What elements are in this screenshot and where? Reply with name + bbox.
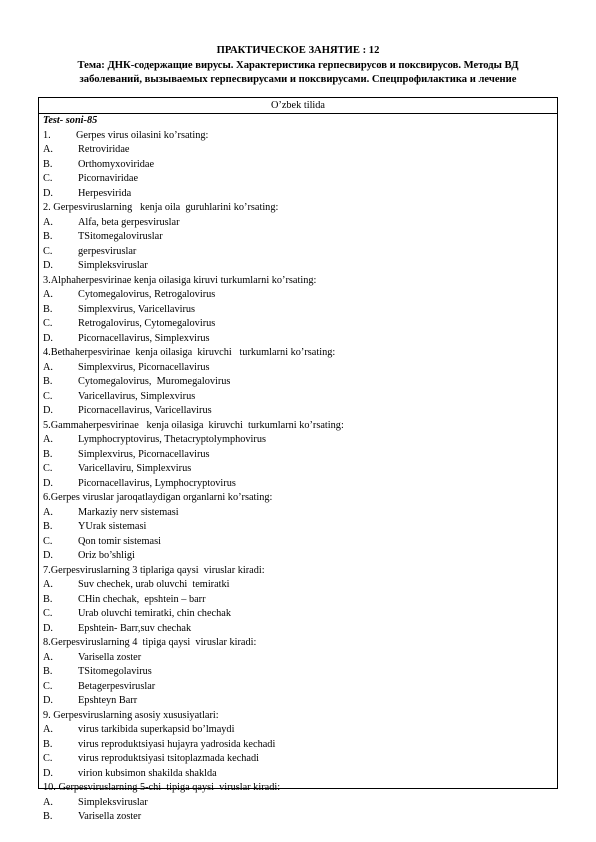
page-title: ПРАКТИЧЕСКОЕ ЗАНЯТИЕ : 12	[216, 45, 380, 56]
option	[43, 230, 557, 245]
option	[43, 752, 557, 767]
option	[43, 738, 557, 753]
option-text: Oriz bo’shligi	[78, 550, 135, 561]
option-letter: C.	[43, 173, 53, 184]
option-letter: A.	[43, 651, 54, 663]
option-text: Cytomegalovirus, Retrogalovirus	[78, 289, 216, 300]
option-text: Simpleksviruslar	[78, 796, 148, 808]
test-table	[38, 97, 558, 822]
option	[43, 390, 557, 405]
option-text: Varisella zoster	[78, 651, 142, 663]
option	[43, 172, 557, 187]
question-9: 9. Gerpesviruslarning asosiy xususiyatlari:	[43, 709, 219, 721]
question-number: 1.	[43, 129, 51, 141]
option-text: Epshtein- Barr,suv chechak	[78, 622, 192, 634]
option	[43, 723, 557, 738]
question-2: 2. Gerpesviruslarning kenja oila guruhlarini ko’rsating:	[43, 202, 279, 213]
option	[43, 680, 557, 695]
option-text: Retroviridae	[78, 144, 130, 155]
question-7: 7.Gerpesviruslarning 3 tiplariga qaysi viruslar kiradi:	[43, 564, 265, 576]
option-text: Markaziy nerv sistemasi	[78, 506, 179, 518]
option-text: virus reproduktsiyasi tsitoplazmada kechadi	[78, 753, 260, 764]
option-letter: C.	[43, 680, 53, 692]
option-text: YUrak sistemasi	[78, 521, 147, 532]
option-text: TSitomegolavirus	[78, 666, 152, 677]
option	[43, 665, 557, 680]
option-text: Qon tomir sistemasi	[78, 535, 161, 547]
question-4: 4.Bethaherpesvirinae kenja oilasiga kiruvchi turkumlarni ko’rsating:	[43, 347, 336, 358]
option-letter: C.	[43, 245, 53, 257]
question-text: Gerpes virus oilasini ko’rsating:	[76, 129, 209, 141]
option-text: Suv chechek, urab oluvchi temiratki	[78, 579, 230, 590]
option-letter: C.	[43, 608, 53, 619]
topic-line-1: Тема: ДНК-содержащие вирусы. Характеристика герпесвирусов и поксвирусов. Методы ВД	[77, 60, 519, 71]
option-letter: B.	[43, 303, 53, 315]
language-header: O’zbek tilida	[39, 98, 557, 114]
option-letter: D.	[43, 187, 54, 199]
option-text: virion kubsimon shakilda shaklda	[78, 767, 217, 779]
option	[43, 143, 557, 158]
option	[43, 593, 557, 608]
question-1	[43, 129, 557, 144]
option	[43, 549, 557, 564]
option-text: Retrogalovirus, Cytomegalovirus	[78, 318, 216, 329]
option	[43, 810, 557, 825]
option-text: Alfa, beta gerpesviruslar	[78, 216, 180, 228]
question-3: 3.Alphaherpesvirinae kenja oilasiga kiruvi turkumlarni ko’rsating:	[43, 274, 317, 286]
option-letter: B.	[43, 738, 53, 750]
option-letter: B.	[43, 231, 53, 242]
option	[43, 448, 557, 463]
option-text: Simplexvirus, Picornacellavirus	[78, 361, 210, 373]
option-letter: D.	[43, 695, 54, 706]
option-letter: C.	[43, 535, 53, 547]
option-letter: A.	[43, 579, 54, 590]
option-letter: D.	[43, 332, 54, 344]
option	[43, 332, 557, 347]
option-text: Cytomegalovirus, Muromegalovirus	[78, 376, 231, 387]
option	[43, 259, 557, 274]
question-8: 8.Gerpesviruslarning 4 tipiga qaysi viruslar kiradi:	[43, 637, 257, 648]
option	[43, 317, 557, 332]
option-letter: A.	[43, 796, 54, 808]
option	[43, 303, 557, 318]
option	[43, 767, 557, 782]
option	[43, 622, 557, 637]
option-text: Simplexvirus, Varicellavirus	[78, 303, 196, 315]
option-text: Varicellaviru, Simplexvirus	[78, 463, 192, 474]
option	[43, 694, 557, 709]
option-letter: B.	[43, 376, 53, 387]
option-letter: C.	[43, 318, 53, 329]
option-text: Varisella zoster	[78, 811, 142, 822]
question-6: 6.Gerpes viruslar jaroqatlaydigan organlarni ko’rsating:	[43, 492, 273, 503]
option-letter: A.	[43, 216, 54, 228]
questions-content	[39, 114, 557, 825]
option-letter: A.	[43, 724, 54, 735]
option	[43, 187, 557, 202]
option	[43, 404, 557, 419]
topic-line-2: заболеваний, вызываемых герпесвирусами и поксвирусами. Спецпрофилактика и лечение	[79, 74, 517, 85]
option-text: Varicellavirus, Simplexvirus	[78, 390, 196, 402]
option-text: virus reproduktsiyasi hujayra yadrosida kechadi	[78, 738, 276, 750]
option-letter: B.	[43, 666, 53, 677]
option	[43, 607, 557, 622]
option-text: Betagerpesviruslar	[78, 680, 156, 692]
option-text: Orthomyxoviridae	[78, 158, 155, 170]
question-5: 5.Gammaherpesvirinae kenja oilasiga kiruvchi turkumlarni ko’rsating:	[43, 419, 344, 431]
option	[43, 651, 557, 666]
option	[43, 433, 557, 448]
option-text: Epshteyn Barr	[78, 695, 138, 706]
option-text: virus tarkibida superkapsid bo’lmaydi	[78, 724, 235, 735]
option-letter: D.	[43, 260, 54, 271]
option-text: Picornacellavirus, Simplexvirus	[78, 332, 210, 344]
option-letter: C.	[43, 390, 53, 402]
option-letter: D.	[43, 550, 54, 561]
option-letter: A.	[43, 144, 54, 155]
option-text: Picornacellavirus, Varicellavirus	[78, 405, 212, 416]
option	[43, 288, 557, 303]
option-letter: D.	[43, 767, 54, 779]
question-10: 10. Gerpesviruslarning 5-chi tipiga qaysi viruslar kiradi:	[43, 782, 281, 793]
option	[43, 375, 557, 390]
option-text: Lymphocryptovirus, Thetacryptolymphovirus	[78, 434, 266, 445]
option	[43, 477, 557, 492]
test-count: Test- soni-85	[43, 115, 98, 126]
option-letter: B.	[43, 521, 53, 532]
option-letter: D.	[43, 477, 54, 489]
option-letter: A.	[43, 289, 54, 300]
option	[43, 578, 557, 593]
option-letter: D.	[43, 405, 54, 416]
option	[43, 245, 557, 260]
option	[43, 520, 557, 535]
option-text: CHin chechak, epshtein – barr	[78, 593, 206, 605]
option-letter: C.	[43, 463, 53, 474]
page-header	[30, 44, 566, 87]
option	[43, 361, 557, 376]
option-letter: A.	[43, 506, 54, 518]
option	[43, 506, 557, 521]
option	[43, 158, 557, 173]
option-text: TSitomegaloviruslar	[78, 231, 163, 242]
option-text: Herpesvirida	[78, 187, 132, 199]
option-letter: A.	[43, 434, 54, 445]
option	[43, 796, 557, 811]
option-letter: B.	[43, 811, 53, 822]
option	[43, 462, 557, 477]
option-text: gerpesviruslar	[78, 245, 137, 257]
option-letter: B.	[43, 158, 53, 170]
option	[43, 216, 557, 231]
option-letter: D.	[43, 622, 54, 634]
option-letter: A.	[43, 361, 54, 373]
option-text: Picornacellavirus, Lymphocryptovirus	[78, 477, 236, 489]
option	[43, 535, 557, 550]
option-letter: B.	[43, 448, 53, 460]
option-letter: B.	[43, 593, 53, 605]
option-text: Urab oluvchi temiratki, chin chechak	[78, 608, 231, 619]
option-text: Simplexvirus, Picornacellavirus	[78, 448, 210, 460]
option-text: Picornaviridae	[78, 173, 139, 184]
option-letter: C.	[43, 753, 53, 764]
option-text: Simpleksviruslar	[78, 260, 148, 271]
